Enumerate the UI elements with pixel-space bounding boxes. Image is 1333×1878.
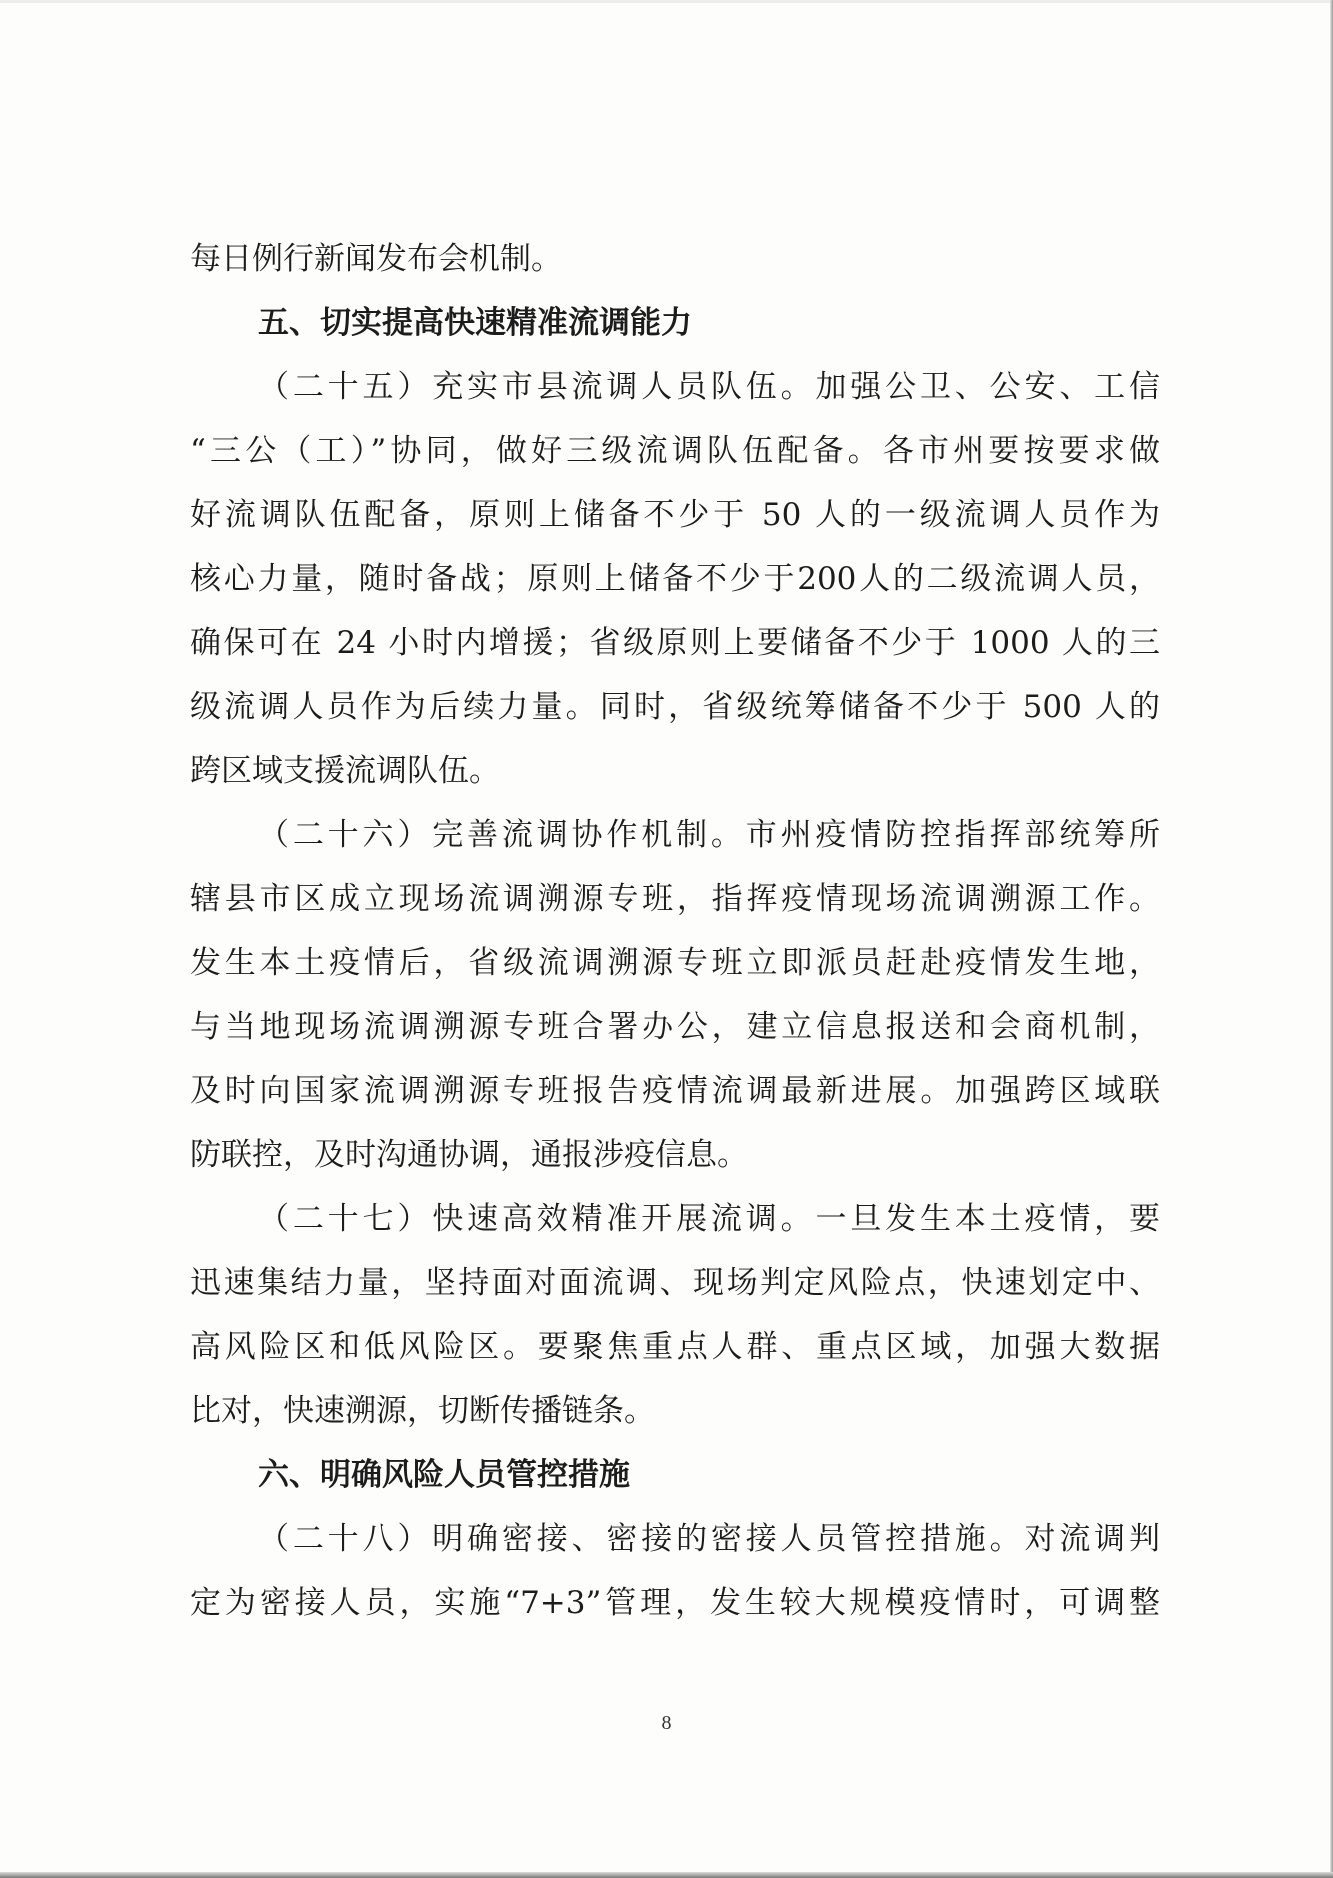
section-heading-five: 五、切实提高快速精准流调能力 bbox=[258, 305, 692, 341]
paragraph-26-line-3: 发生本土疫情后，省级流调溯源专班立即派员赶赴疫情发生地， bbox=[190, 945, 1160, 981]
paragraph-27-line-1: （二十七）快速高效精准开展流调。一旦发生本土疫情，要 bbox=[258, 1201, 1160, 1237]
paragraph-28-line-2: 定为密接人员，实施“7+3”管理，发生较大规模疫情时，可调整 bbox=[190, 1585, 1160, 1621]
paragraph-27-line-2: 迅速集结力量，坚持面对面流调、现场判定风险点，快速划定中、 bbox=[190, 1265, 1160, 1301]
scan-edge-top bbox=[0, 0, 1333, 3]
paragraph-25-line-2: “三公（工）”协同，做好三级流调队伍配备。各市州要按要求做 bbox=[190, 433, 1160, 469]
text-line-continuation: 每日例行新闻发布会机制。 bbox=[190, 241, 562, 277]
paragraph-25-line-6: 级流调人员作为后续力量。同时，省级统筹储备不少于 500 人的 bbox=[190, 689, 1160, 725]
paragraph-25-line-5: 确保可在 24 小时内增援；省级原则上要储备不少于 1000 人的三 bbox=[190, 625, 1160, 661]
scan-edge-bottom bbox=[0, 1872, 1333, 1878]
paragraph-27-line-4: 比对，快速溯源，切断传播链条。 bbox=[190, 1393, 655, 1429]
paragraph-25-line-1: （二十五）充实市县流调人员队伍。加强公卫、公安、工信 bbox=[258, 369, 1160, 405]
paragraph-27-line-3: 高风险区和低风险区。要聚焦重点人群、重点区域，加强大数据 bbox=[190, 1329, 1160, 1365]
paragraph-25-line-4: 核心力量，随时备战；原则上储备不少于200人的二级流调人员， bbox=[190, 561, 1160, 597]
paragraph-26-line-2: 辖县市区成立现场流调溯源专班，指挥疫情现场流调溯源工作。 bbox=[190, 881, 1160, 917]
paragraph-25-line-3: 好流调队伍配备，原则上储备不少于 50 人的一级流调人员作为 bbox=[190, 497, 1160, 533]
page-number: 8 bbox=[661, 1712, 672, 1734]
paragraph-26-line-4: 与当地现场流调溯源专班合署办公，建立信息报送和会商机制， bbox=[190, 1009, 1160, 1045]
paragraph-26-line-5: 及时向国家流调溯源专班报告疫情流调最新进展。加强跨区域联 bbox=[190, 1073, 1160, 1109]
paragraph-26-line-1: （二十六）完善流调协作机制。市州疫情防控指挥部统筹所 bbox=[258, 817, 1160, 853]
paragraph-26-line-6: 防联控，及时沟通协调，通报涉疫信息。 bbox=[190, 1137, 748, 1173]
section-heading-six: 六、明确风险人员管控措施 bbox=[258, 1457, 630, 1493]
paragraph-25-line-7: 跨区域支援流调队伍。 bbox=[190, 753, 500, 789]
paragraph-28-line-1: （二十八）明确密接、密接的密接人员管控措施。对流调判 bbox=[258, 1521, 1160, 1557]
